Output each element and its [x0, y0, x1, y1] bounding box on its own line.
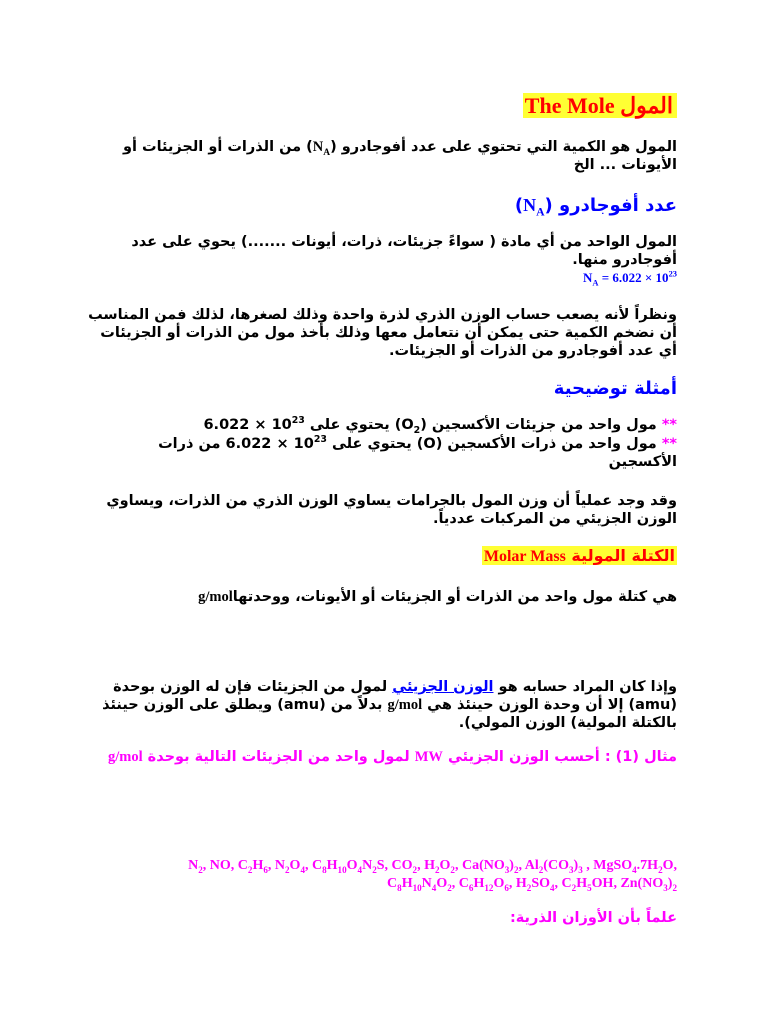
mass-paragraph: وقد وجد عملياً أن وزن المول بالجرامات يساوي الوزن الذري من الذرات، ويساوي الوزن الجزيئي من المركبات عددياً. — [106, 493, 677, 527]
example-1-text2: ) يحتوي على — [304, 417, 402, 433]
chemical-formula: $C_8H_{10}N_4O_2$ — [387, 876, 452, 893]
atomic-weights-note: علماً بأن الأوزان الذرية: — [509, 910, 677, 926]
chemical-formula: $N_2$ — [188, 858, 203, 875]
avogadro-value-eq: = 6.022 × 10 — [598, 270, 669, 285]
chemical-formula: $Al_2(CO_3)_3$ — [524, 858, 583, 875]
chemical-formula: $C_6H_{12}O_6$ — [458, 876, 509, 893]
chemical-formula: $H_2O_2$ — [424, 858, 455, 875]
formula-line-2: $C_8H_{10}N_4O_2$, $C_6H_{12}O_6$, $H_2SO_4$, $C_2H_5OH$, $Zn(NO_3)_2$ — [387, 876, 677, 893]
avogadro-value-sub: A — [592, 277, 599, 288]
exercise-1 — [87, 748, 677, 766]
example-2-formula: O — [423, 436, 436, 452]
exercise-mw: MW — [414, 749, 443, 765]
example-1-formula: $O_2$ — [401, 417, 421, 436]
weight-unit: g/mol — [387, 697, 423, 713]
avogadro-heading-symbol: $N_A$ — [523, 195, 545, 219]
molar-mass-heading — [87, 545, 677, 568]
definition-text-1: المول هو الكمية التي تحتوي على عدد أفوجادرو ( — [330, 139, 677, 155]
molar-def-unit: g/mol — [198, 589, 233, 605]
example-2 — [87, 435, 677, 471]
molar-heading-highlight — [482, 546, 677, 565]
mole-definition — [87, 138, 677, 174]
chemical-formula: $C_2H_5OH$ — [561, 876, 614, 893]
formula-line-1: $N_2$, NO, $C_2H_6$, $N_2O_4$, $C_8H_{10}O_4N_2S$, $CO_2$, $H_2O_2$, $Ca(NO_3)_2$, $Al_2(CO_3)_3$ , $MgSO_4.7H_2O$, — [188, 858, 677, 875]
chemical-formula: $N_2O_4$ — [274, 858, 305, 875]
example-1-text: مول واحد من جزيئات الأكسجين ( — [420, 417, 662, 433]
weight-text-3: بدلاً من (amu) ويطلق على الوزن حينئذ بالكتلة المولية) الوزن المولي). — [102, 697, 677, 731]
example-2-text: مول واحد من ذرات الأكسجين ( — [435, 436, 662, 452]
formula-list — [87, 857, 677, 893]
title-arabic: المول — [620, 93, 673, 118]
definition-na-symbol: $N_A$ — [312, 139, 331, 158]
chemical-formula: $MgSO_4.7H_2O$ — [593, 858, 674, 875]
example-2-tail: من ذرات الأكسجين — [158, 436, 677, 470]
exercise-text2: لمول واحد من الجزيئات التالية بوحدة — [142, 749, 415, 765]
example-1-number: $6.022 \times 10^{23}$ — [203, 415, 305, 433]
chemical-formula: $C_2H_6$ — [237, 858, 268, 875]
chemical-formula: NO — [209, 858, 231, 873]
weight-text-2: لمول من الجزيئات فإن له الوزن بوحدة (amu) إلا أن وحدة الوزن حينئذ هي — [113, 679, 677, 713]
title-highlight — [523, 93, 677, 118]
avogadro-heading-close: ) — [514, 195, 524, 216]
molar-heading-arabic: الكتلة المولية — [571, 546, 675, 565]
avogadro-value-exp: 23 — [668, 268, 677, 279]
avogadro-value-symbol: N — [583, 270, 593, 285]
weight-text-1: وإذا كان المراد حسابه هو — [493, 679, 677, 695]
exercise-unit: g/mol — [107, 749, 143, 765]
exercise-text: أحسب الوزن الجزيئي — [442, 749, 600, 765]
avogadro-heading — [87, 194, 677, 217]
example-2-number: $6.022 \times 10^{23}$ — [225, 434, 327, 452]
chemical-formula: $Ca(NO_3)_2$ — [461, 858, 519, 875]
title-english: The Mole — [524, 93, 615, 118]
molar-heading-english: Molar Mass — [483, 548, 566, 565]
molar-def-text: هي كتلة مول واحد من الذرات أو الجزيئات أو الأيونات، ووحدتها — [232, 589, 677, 605]
avogadro-heading-text: عدد أفوجادرو ( — [544, 195, 677, 216]
chemical-formula: $Zn(NO_3)_2$ — [620, 876, 677, 893]
chemical-formula: $C_8H_{10}O_4N_2S$ — [311, 858, 385, 875]
page-title — [87, 92, 677, 122]
molecular-weight-paragraph — [87, 678, 677, 732]
avogadro-text: المول الواحد من أي مادة ( سواءً جزيئات، ذرات، أيونات .......) يحوي على عدد أفوجادرو منها. — [131, 234, 677, 268]
exercise-label: مثال (1) : — [599, 749, 677, 765]
chemical-formula: $CO_2$ — [391, 858, 418, 875]
molecular-weight-link[interactable]: الوزن الجزيئي — [392, 679, 494, 695]
definition-text-2: ) من الذرات أو الجزيئات أو الأيونات ... الخ — [122, 139, 677, 173]
example-1-bullet: ** — [661, 417, 677, 433]
reason-paragraph: ونظراً لأنه يصعب حساب الوزن الذري لذرة واحدة وذلك لصغرها، لذلك فمن المناسب أن نضخم الكمية حتى يمكن أن نتعامل معها وذلك بأخذ مول من الذرات أو الجزيئات أي عدد أفوجادرو من الذرات أو الجزيئات. — [88, 307, 677, 359]
examples-heading: أمثلة توضيحية — [553, 378, 677, 399]
example-2-text2: ) يحتوي على — [326, 436, 424, 452]
molar-mass-definition — [87, 588, 677, 606]
chemical-formula: $H_2SO_4$ — [515, 876, 555, 893]
example-2-bullet: ** — [661, 436, 677, 452]
avogadro-value — [87, 269, 677, 287]
example-1 — [87, 416, 677, 434]
